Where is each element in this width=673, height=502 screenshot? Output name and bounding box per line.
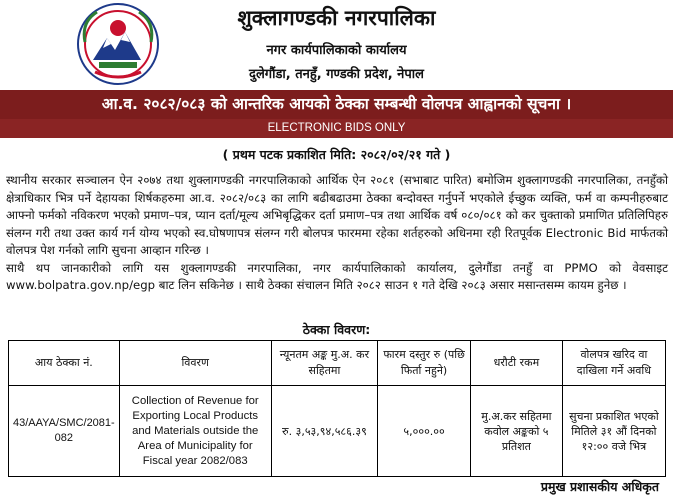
cell-tender-no: 43/AAYA/SMC/2081-082 bbox=[9, 386, 120, 477]
table-row bbox=[9, 386, 666, 477]
table-header-row bbox=[9, 341, 666, 386]
tender-table bbox=[8, 340, 666, 477]
notice-paragraph-2: साथै थप जानकारीको लागि यस शुक्लागण्डकी नगरपालिका, नगर कार्यपालिकाको कार्यालय, दुलेगौंडा तनहुँ वा PPMO को वेवसाइट www.bolpatra.gov.np/egp बाट लिन सकिनेछ । साथै ठेक्का संचालन मिति २०८२ साउन १ गते देखि २०८३ असार मसान्तसम्म कायम हुनेछ । bbox=[6, 260, 668, 292]
cell-description: Collection of Revenue for Exporting Local Products and Materials outside the Area of Municipality for Fiscal year 2082/083 bbox=[119, 386, 271, 477]
signatory-title: प्रमुख प्रशासकीय अधिकृत bbox=[540, 479, 659, 494]
cell-period: सुचना प्रकाशित भएको मितिले ३१ औं दिनको १२:०० वजे भित्र bbox=[562, 386, 665, 477]
tender-details-title: ठेक्का विवरण: bbox=[302, 322, 371, 337]
first-publication-date: ( प्रथम पटक प्रकाशित मिति: २०८२/०२/२१ गते ) bbox=[222, 147, 451, 162]
org-name: शुक्लागण्डकी नगरपालिका bbox=[237, 6, 436, 30]
office-name: नगर कार्यपालिकाको कार्यालय bbox=[266, 43, 407, 58]
cell-min-amount: रु. ३,५३,९४,५८६.३९ bbox=[271, 386, 377, 477]
header-description: विवरण bbox=[119, 341, 271, 386]
notice-title-banner: आ.व. २०८२/०८३ को आन्तरिक आयको ठेक्का सम्बन्धी वोलपत्र आह्वानको सूचना । bbox=[0, 90, 673, 119]
notice-paragraph-1: स्थानीय सरकार सञ्चालन ऐन २०७४ तथा शुक्लागण्डकी नगरपालिकाको आर्थिक ऐन २०८१ (सभाबाट पारित) बमोजिम शुक्लागण्डकी नगरपालिका, तनहुँको क्षेत्राधिकार भित्र पर्ने देहायका शिर्षकहरुमा आ.व. २०८२/०८३ का लागि बढीबढाउमा ठेक्का बन्दोवस्त गर्नुपर्ने भएकोले ईच्छुक व्यक्ति, फर्म वा कम्पनीहरुबाट आफ्नो फर्मको नविकरण भएको प्रमाण–पत्र, प्यान दर्ता/मूल्य अभिबृद्धिकर दर्ता प्रमाण–पत्र तथा आर्थिक वर्ष ०८०/०८१ को कर चुक्ताको प्रमाणित प्रतिलिपिहरु संलग्न गरी तथा उक्त कार्य गर्न योग्य भएको स्व.घोषणापत्र संलग्न गरी बोलपत्र फारममा रहेका शर्तहरुको अधिनमा रही रितपूर्वक Electronic Bid मार्फतको वोलपत्र पेश गर्नको लागि सुचना आव्हान गरिन्छ । bbox=[6, 173, 668, 257]
notice-subtitle-banner: ELECTRONIC BIDS ONLY bbox=[0, 119, 673, 138]
office-address: दुलेगौंडा, तनहुँ, गण्डकी प्रदेश, नेपाल bbox=[249, 67, 424, 82]
header-tender-no: आय ठेक्का नं. bbox=[9, 341, 120, 386]
header-deposit: धरौटी रकम bbox=[471, 341, 563, 386]
cell-deposit: मु.अ.कर सहितमा कवोल अङ्कको ५ प्रतिशत bbox=[471, 386, 563, 477]
notice-body bbox=[6, 172, 668, 295]
cell-form-fee: ५,०००.०० bbox=[378, 386, 471, 477]
header-period: वोलपत्र खरिद वा दाखिला गर्ने अवधि bbox=[562, 341, 665, 386]
header-form-fee: फारम दस्तुर रु (पछि फिर्ता नहुने) bbox=[378, 341, 471, 386]
header-min-amount: न्यूनतम अङ्क मु.अ. कर सहितमा bbox=[271, 341, 377, 386]
